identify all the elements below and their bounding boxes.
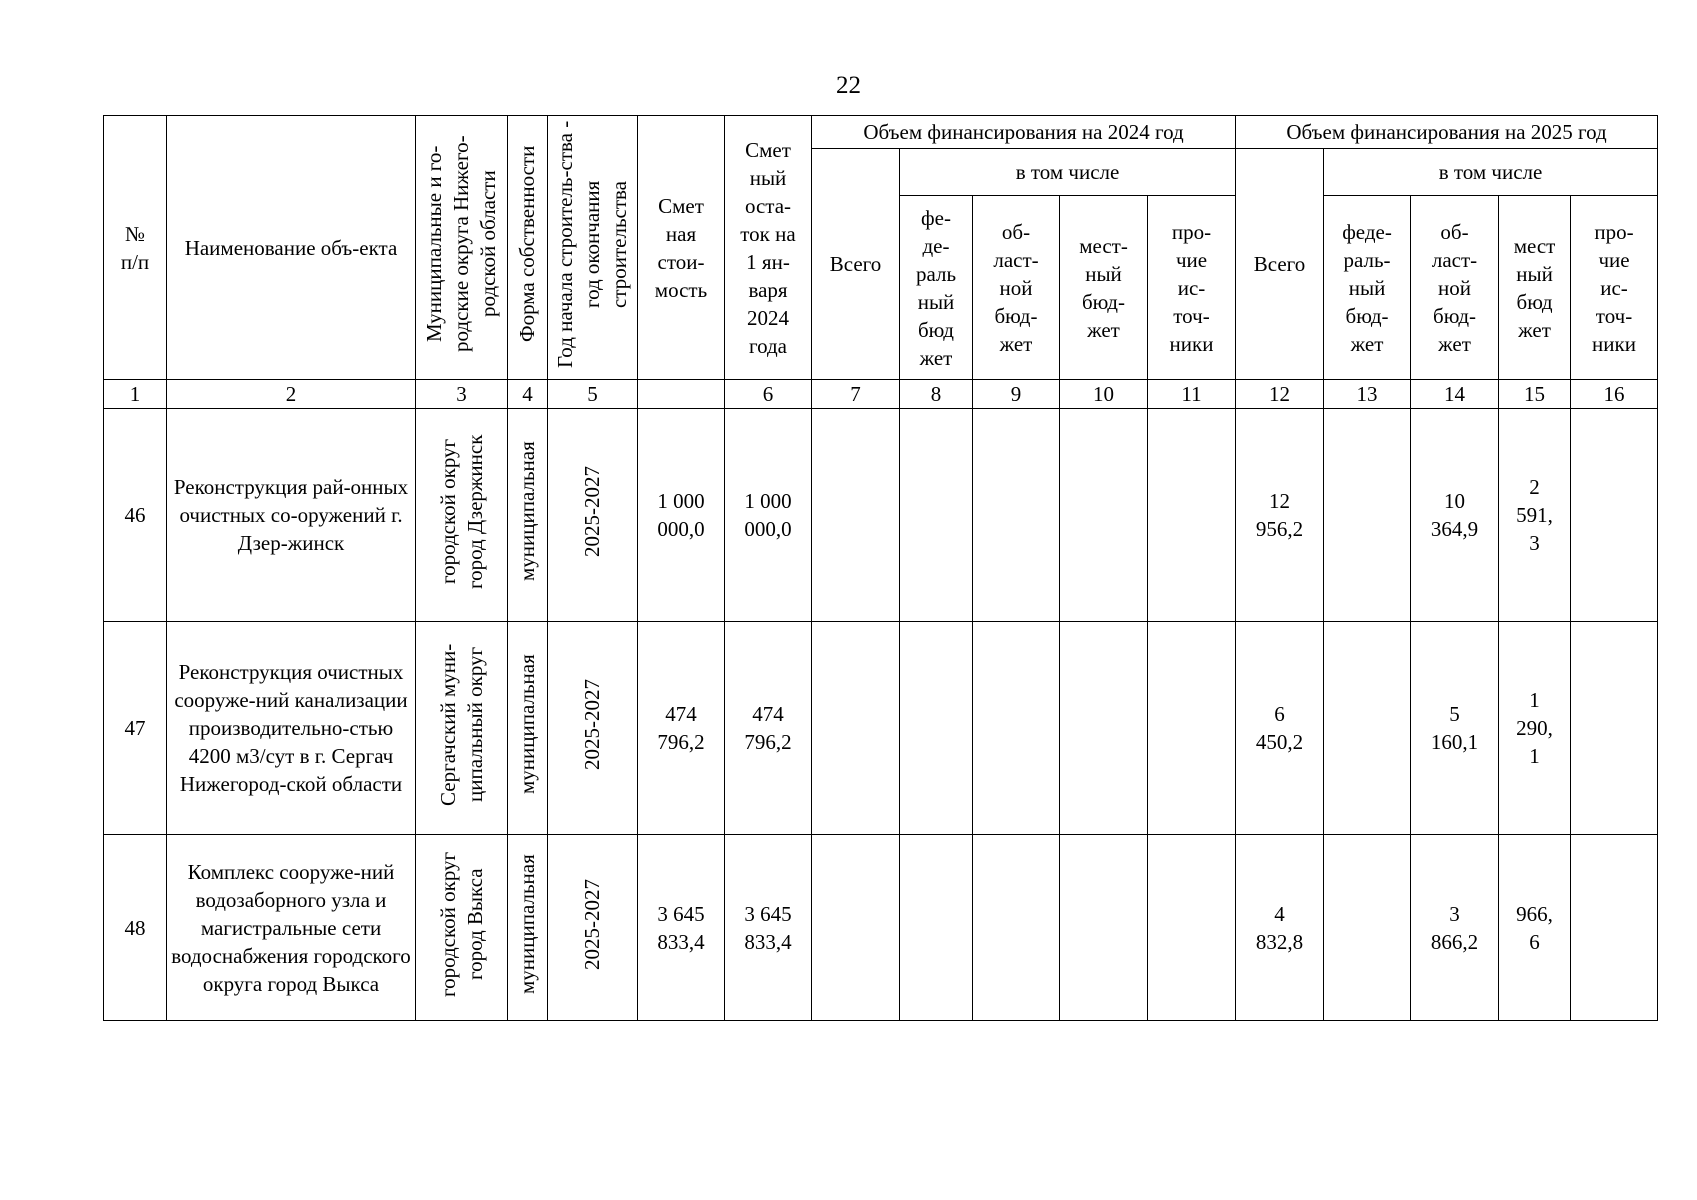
row-total-2024 <box>812 622 900 835</box>
row-municipality: городской округ город Дзержинск <box>416 409 508 622</box>
row-ownership: муниципальная <box>508 622 548 835</box>
row-num: 47 <box>104 622 167 835</box>
col-number <box>638 380 725 409</box>
row-ownership: муниципальная <box>508 835 548 1021</box>
header-years: Год начала строитель-ства - год окончания строительства <box>548 116 638 380</box>
table-row <box>104 409 1658 622</box>
row-years: 2025-2027 <box>548 409 638 622</box>
row-federal-2024 <box>900 835 973 1021</box>
col-number: 15 <box>1499 380 1571 409</box>
row-balance: 1 000 000,0 <box>725 409 812 622</box>
financing-table <box>103 115 1658 1021</box>
row-federal-2025 <box>1324 622 1411 835</box>
col-number: 2 <box>167 380 416 409</box>
row-local-2025: 966, 6 <box>1499 835 1571 1021</box>
col-number: 4 <box>508 380 548 409</box>
row-object-name: Комплекс сооруже-ний водозаборного узла и магистральные сети водоснабжения городского округа город Выкса <box>167 835 416 1021</box>
row-other-2025 <box>1571 835 1658 1021</box>
row-balance: 474 796,2 <box>725 622 812 835</box>
header-balance: Смет ный оста-ток на 1 ян-варя 2024 года <box>725 116 812 380</box>
row-total-2025: 6 450,2 <box>1236 622 1324 835</box>
header-num: № п/п <box>104 116 167 380</box>
row-other-2024 <box>1148 835 1236 1021</box>
row-object-name: Реконструкция рай-онных очистных со-оружений г. Дзер-жинск <box>167 409 416 622</box>
row-federal-2024 <box>900 409 973 622</box>
row-municipality: городской округ город Выкса <box>416 835 508 1021</box>
page-number: 22 <box>836 72 861 99</box>
header-total-2024: Всего <box>812 149 900 380</box>
header-financing-2024: Объем финансирования на 2024 год <box>812 116 1236 149</box>
row-object-name: Реконструкция очистных сооруже-ний канализации производительно-стью 4200 м3/сут в г. Сергач Нижегород-ской области <box>167 622 416 835</box>
header-local-2024: мест-ный бюд-жет <box>1060 196 1148 380</box>
col-number: 13 <box>1324 380 1411 409</box>
col-number: 10 <box>1060 380 1148 409</box>
col-number: 14 <box>1411 380 1499 409</box>
header-regional-2025: об-ласт-ной бюд-жет <box>1411 196 1499 380</box>
row-regional-2024 <box>973 835 1060 1021</box>
row-balance: 3 645 833,4 <box>725 835 812 1021</box>
header-financing-2025: Объем финансирования на 2025 год <box>1236 116 1658 149</box>
header-other-2024: про-чие ис-точ-ники <box>1148 196 1236 380</box>
row-num: 48 <box>104 835 167 1021</box>
row-regional-2025: 3 866,2 <box>1411 835 1499 1021</box>
row-local-2024 <box>1060 622 1148 835</box>
header-row-1 <box>104 116 1658 149</box>
col-number: 3 <box>416 380 508 409</box>
header-federal-2025: феде-раль-ный бюд-жет <box>1324 196 1411 380</box>
row-local-2025: 1 290, 1 <box>1499 622 1571 835</box>
row-years: 2025-2027 <box>548 622 638 835</box>
row-num: 46 <box>104 409 167 622</box>
row-total-2024 <box>812 409 900 622</box>
col-number: 5 <box>548 380 638 409</box>
row-federal-2025 <box>1324 835 1411 1021</box>
row-regional-2024 <box>973 622 1060 835</box>
row-cost: 3 645 833,4 <box>638 835 725 1021</box>
row-total-2024 <box>812 835 900 1021</box>
row-years: 2025-2027 <box>548 835 638 1021</box>
col-number: 16 <box>1571 380 1658 409</box>
header-local-2025: мест ный бюд жет <box>1499 196 1571 380</box>
row-regional-2024 <box>973 409 1060 622</box>
header-including-2025: в том числе <box>1324 149 1658 196</box>
row-cost: 474 796,2 <box>638 622 725 835</box>
table-row <box>104 622 1658 835</box>
row-municipality: Сергачский муни-ципальный округ <box>416 622 508 835</box>
column-numbers-row <box>104 380 1658 409</box>
col-number: 12 <box>1236 380 1324 409</box>
row-other-2024 <box>1148 409 1236 622</box>
col-number: 9 <box>973 380 1060 409</box>
row-cost: 1 000 000,0 <box>638 409 725 622</box>
row-local-2025: 2 591, 3 <box>1499 409 1571 622</box>
row-total-2025: 4 832,8 <box>1236 835 1324 1021</box>
row-local-2024 <box>1060 409 1148 622</box>
header-including-2024: в том числе <box>900 149 1236 196</box>
col-number: 11 <box>1148 380 1236 409</box>
col-number: 6 <box>725 380 812 409</box>
header-federal-2024: фе-де-раль ный бюд жет <box>900 196 973 380</box>
row-regional-2025: 5 160,1 <box>1411 622 1499 835</box>
table-row <box>104 835 1658 1021</box>
header-cost: Смет ная стои-мость <box>638 116 725 380</box>
col-number: 7 <box>812 380 900 409</box>
row-ownership: муниципальная <box>508 409 548 622</box>
col-number: 1 <box>104 380 167 409</box>
header-ownership: Форма собственности <box>508 116 548 380</box>
row-local-2024 <box>1060 835 1148 1021</box>
header-municipality: Муниципальные и го-родские округа Нижего-родской области <box>416 116 508 380</box>
header-total-2025: Всего <box>1236 149 1324 380</box>
row-total-2025: 12 956,2 <box>1236 409 1324 622</box>
row-federal-2025 <box>1324 409 1411 622</box>
row-regional-2025: 10 364,9 <box>1411 409 1499 622</box>
header-other-2025: про-чие ис-точ-ники <box>1571 196 1658 380</box>
row-federal-2024 <box>900 622 973 835</box>
row-other-2025 <box>1571 622 1658 835</box>
col-number: 8 <box>900 380 973 409</box>
header-regional-2024: об-ласт-ной бюд-жет <box>973 196 1060 380</box>
row-other-2025 <box>1571 409 1658 622</box>
row-other-2024 <box>1148 622 1236 835</box>
header-name: Наименование объ-екта <box>167 116 416 380</box>
